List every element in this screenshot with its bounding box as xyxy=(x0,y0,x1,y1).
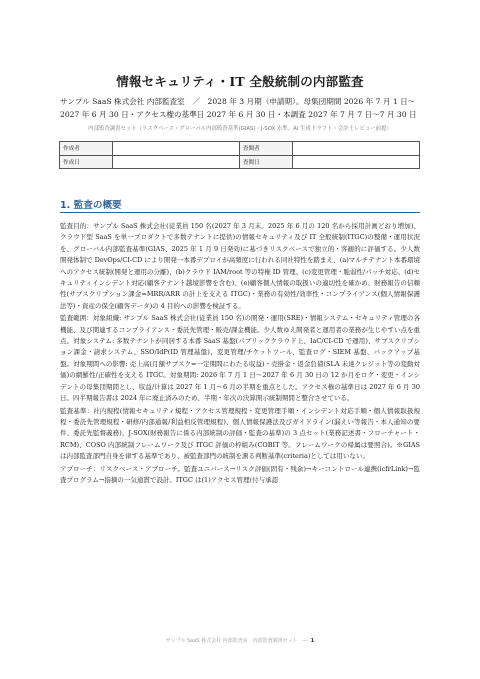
document-subtitle: 内部監査調書セット（リスクベース・グローバル内部監査基準(GIAS)・J-SOX 水準。AI 生成ドラフト・会計士レビュー前提） xyxy=(88,126,392,132)
document-title: 情報セキュリティ・IT 全般統制の内部監査 xyxy=(116,74,364,89)
signoff-table xyxy=(59,141,420,169)
reviewed-by-value xyxy=(293,142,420,156)
paragraph-approach: アプローチ：リスクベース・アプローチ。監査ユニバース→リスク評価(固有・残余)→キーコントロール連携(icfrLink)→監査プログラム→指摘の一気通貫で設計。ITGC は(1)アクセス管理(付与承認 xyxy=(60,464,420,484)
reviewed-by-label: 査閲者 xyxy=(239,142,292,156)
prepared-by-label: 作成者 xyxy=(60,142,113,156)
reviewed-date-label: 査閲日 xyxy=(239,155,292,169)
prepared-date-value xyxy=(113,155,240,169)
page-footer xyxy=(0,637,480,644)
section-divider xyxy=(60,212,420,213)
footer-text: サンプル SaaS 株式会社 内部監査室 内部監査調書セット ― xyxy=(165,638,308,644)
reviewed-date-value xyxy=(293,155,420,169)
signoff-row-1 xyxy=(60,142,420,156)
signoff-row-2 xyxy=(60,155,420,169)
paragraph-criteria: 監査基準：社内規程(情報セキュリティ規程・アクセス管理規程・変更管理手順・インシデント対応手順・個人情報取扱規程・委託先管理規程・研修/内部通報/利益相反管理規程)、個人情報保護法及びガイドライン(漏えい等報告・本人通知の要件、委託先監督義務)、J-SOX(財務報告に係る内部統制の評価・監査の基準)の 3 点セット(業務記述書・フローチャート・RCM)、COSO 内部統制フレームワーク及び ITGC 評価の枠組み(COBIT 等。フレームワークの帰属は要照合)。※GIAS は内部監査部門自身を律する基準であり、被監査部門の統制を測る判断基準(criteria)としては用いない。 xyxy=(60,406,420,461)
paragraph-scope: 監査範囲：対象組織: サンプル SaaS 株式会社(従業員 150 名)の開発・運用(SRE)・情報システム・セキュリティ管理の各機能、及び関連するコンプライアンス・委託先管理・販売/課金機能。少人数ゆえ開発者と運用者の業務が生じやすい点を重点。対象システム: 多数テナントが同居する本番 SaaS 基盤(パブリッククラウド上、IaC/CI-CD で運用)、サブスクリプション課金・請求システム、SSO/IdP(ID 管理基盤)、変更管理/チケットツール、監査ログ・SIEM 基盤、バックアップ基盤。対象期間への影響: 売上高(月額サブスク=一定期間にわたる収益)・売掛金・返金負債(SLA 未達クレジット等の変動対価)の網羅性/正確性を支える ITGC。対象期間: 2026 年 7 月 1 日〜2027 年 6 月 30 日の 12 か月をログ・変更・インシデントの母集団期間とし、収益/计算は 2027 年 1 月〜6 月の半期を重点とした。アクセス権の基準日は 2027 年 6 月 30 日。四半期報告書は 2024 年に廃止済みのため、半期・年次の決算開示統制期間と整合させている。 xyxy=(60,314,420,403)
paragraph-objective: 監査目的：サンプル SaaS 株式会社(従業員 150 名(2027 年 3 月末。2025 年 6 月の 120 名から採用計画どおり増加)、クラウド型 SaaS を単一プロダクトで多数テナントに提供)の情報セキュリティ及び IT 全般統制(ITGC)の整備・運用状況を、グローバル内部監査基準(GIAS、2025 年 1 月 9 日発効)に基づきリスクベースで独立的・客観的に評価する。少人数開発体制で DevOps/CI-CD により開発一本番デプロイが高頻度に行われる同社特性を踏まえ、(a)マルチテナント本番環境へのアクセス統制(開発と運用の分離)、(b)クラウド IAM/root 等の特権 ID 管理、(c)変更管理・脆弱性/パッチ対応、(d)セキュリティインシデント対応(顧客テナント越境影響を含む)、(e)顧客個人情報の取扱いの適切性を確かめ、財務報告の信頼性(サブスクリプション課金=MRR/ARR の計上を支える ITGC)・業務の有効性/効率性・コンプライアンス(個人情報保護法等)・資産の保全(顧客データ)の 4 目的への影響を検証する。 xyxy=(60,222,420,310)
section-body xyxy=(60,221,420,487)
prepared-by-value xyxy=(113,142,240,156)
prepared-date-label: 作成日 xyxy=(60,155,113,169)
document-meta: サンプル SaaS 株式会社 内部監査室 ／ 2028 年 3 月期（申請期）。母集団期間 2026 年 7 月 1 日〜 2027 年 6 月 30 日・アクセス権の基準日 2027 年 6 月 30 日・本調査 2027 年 7 月 7 日〜7 月 30 日 xyxy=(60,97,417,119)
section-heading: 1. 監査の概要 xyxy=(60,200,122,211)
page-number: 1 xyxy=(310,638,315,644)
